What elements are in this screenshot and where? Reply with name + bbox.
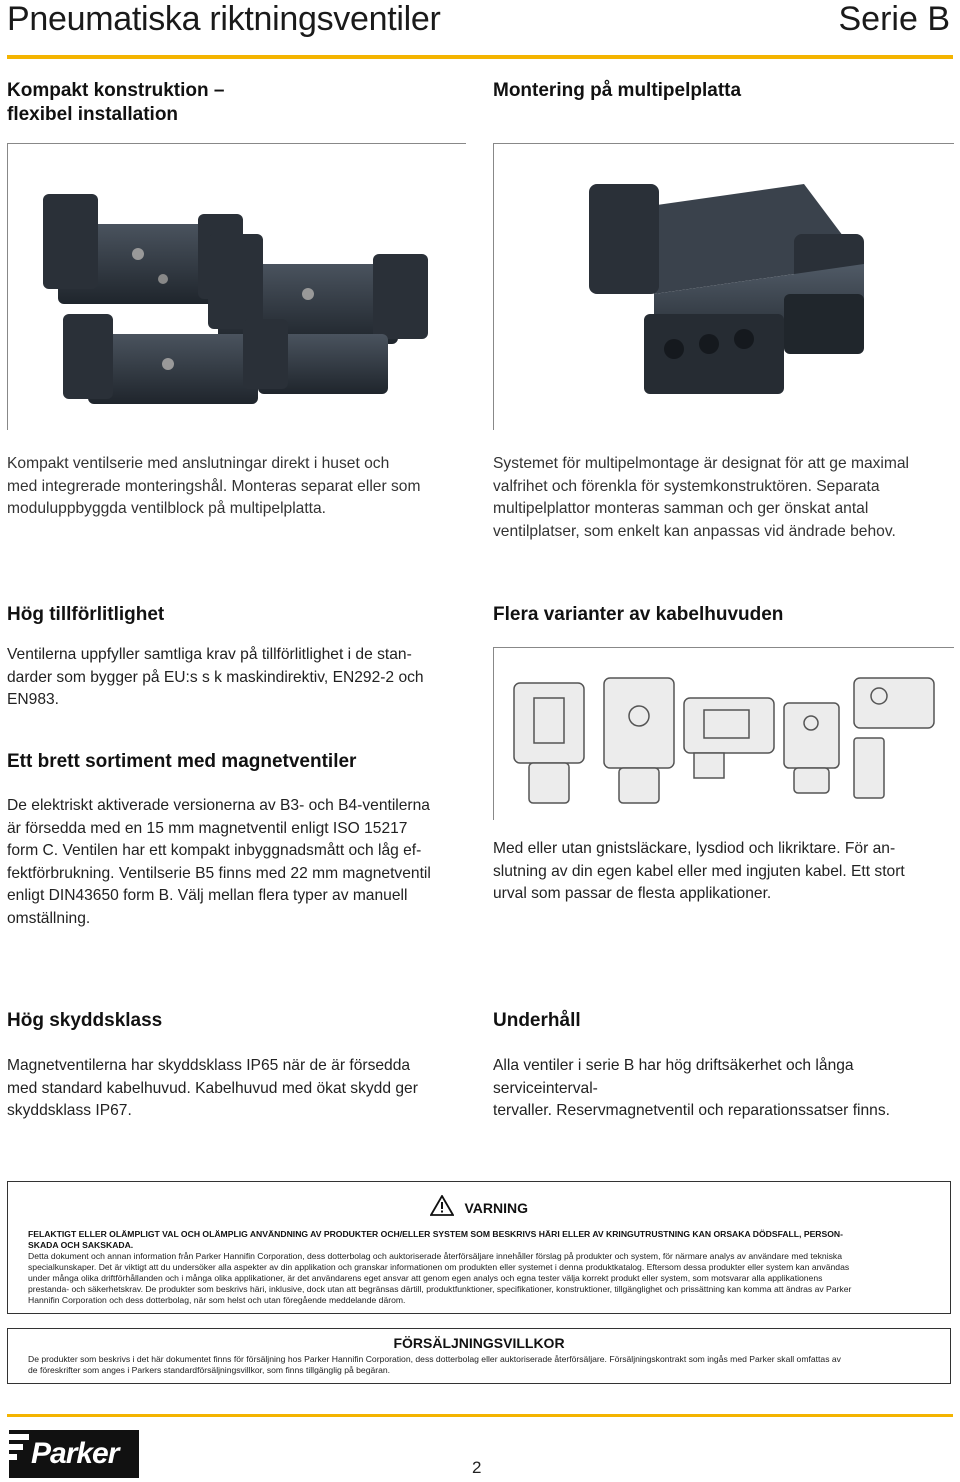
text-protection-class: Magnetventilerna har skyddsklass IP65 när de är försedda med standard kabelhuvud. Kabelhuvud med ökat skydd ger skyddsklass IP67. xyxy=(7,1057,418,1119)
sales-conditions-title: FÖRSÄLJNINGSVILLKOR xyxy=(393,1335,565,1351)
title-rule xyxy=(7,55,953,59)
heading-reliability: Hög tillförlitlighet xyxy=(7,604,165,625)
heading-solenoid-range: Ett brett sortiment med magnetventiler xyxy=(7,751,357,772)
cable-plugs-drawing xyxy=(493,647,954,820)
warning-triangle-icon xyxy=(430,1195,454,1221)
text-solenoid-range: De elektriskt aktiverade versionerna av B3- och B4-ventilerna är försedda med en 15 mm magnetventil enligt ISO 15217 form C. Ventilen har ett kompakt inbyggnadsmått och låg ef- fektförbrukning. Ventilserie B5 finns med 22 mm magnetventil enligt DIN43650 form B. Välj mellan flera typer av manuell omställning. xyxy=(7,797,431,927)
heading-maintenance: Underhåll xyxy=(493,1010,581,1031)
series-label: Serie B xyxy=(838,0,950,38)
parker-logo: Parker xyxy=(9,1430,139,1478)
text-cable-plugs: Med eller utan gnistsläckare, lysdiod och likriktare. För an- slutning av din egen kabel eller med ingjuten kabel. Ett stort urval som passar de flesta applikationer. xyxy=(493,840,905,902)
heading-protection-class: Hög skyddsklass xyxy=(7,1010,163,1031)
sales-conditions-box xyxy=(7,1328,951,1384)
heading-compact-construction: Kompakt konstruktion – flexibel installation xyxy=(7,80,225,125)
heading-cable-plugs: Flera varianter av kabelhuvuden xyxy=(493,604,784,625)
page-number: 2 xyxy=(472,1458,482,1477)
text-reliability: Ventilerna uppfyller samtliga krav på tillförlitlighet i de stan- darder som bygger på EU:s s k maskindirektiv, EN292-2 och EN983. xyxy=(7,646,424,708)
footer-rule xyxy=(7,1414,953,1417)
warning-box xyxy=(7,1181,951,1314)
text-compact-construction: Kompakt ventilserie med anslutningar direkt i huset och med integrerade monteringshål. Monteras separat eller som moduluppbyggda ventilblock på multipelplatta. xyxy=(7,455,421,517)
text-maintenance: Alla ventiler i serie B har hög driftsäkerhet och långa serviceinterval- tervaller. Reservmagnetventil och reparationssatser finns. xyxy=(493,1057,890,1119)
manifold-photo xyxy=(493,143,954,430)
page-title: Pneumatiska riktningsventiler xyxy=(7,0,441,38)
text-manifold-mounting: Systemet för multipelmontage är designat för att ge maximal valfrihet och förenkla för systemkonstruktören. Separata multipelplattor monteras samman och ger önskat antal ventilplatser, som enkelt kan anpassas vid ändrade behov. xyxy=(493,455,910,540)
heading-manifold-mounting: Montering på multipelplatta xyxy=(493,80,742,101)
warning-text: FELAKTIGT ELLER OLÄMPLIGT VAL OCH OLÄMPLIG ANVÄNDNING AV PRODUKTER OCH/ELLER SYSTEM SOM BESKRIVS HÄRI ELLER AV KRINGUTRUSTNING KAN ORSAKA DÖDSFALL, PERSON- SKADA OCH SAKSKADA. Detta dokument och annan information från Parker Hannifin Corporation, dess dotterbolag och auktoriserade återförsäljare innehåller förslag på produkter och system, för närmare analys av användare med tekniska specialkunskaper. Det är viktigt att du undersöker alla aspekter av din applikation och granskar informationen om produkten eller systemet i denna produktkatalog. Eftersom dessa produkter eller system kan användas under många olika driftförhållanden och i många olika applikationer, är det användarens eget ansvar att genom egen analys och egna tester välja korrekt produkt eller system, som motsvarar alla applikationens prestanda- och säkerhetskrav. De produkter som beskrivs häri, inklusive, dock utan att begränsas därtill, produktfunktioner, specifikationer, konstruktioner, tillgänglighet och prissättning kan komma att ändras av Parker Hannifin Corporation och dess dotterbolag, när som helst och utan föregående meddelande därom. xyxy=(28,1229,852,1305)
valve-photo xyxy=(7,143,466,430)
warning-title: VARNING xyxy=(464,1200,528,1216)
sales-conditions-text: De produkter som beskrivs i det här dokumentet finns för försäljning hos Parker Hannifin Corporation, dess dotterbolag eller auktoriserade återförsäljare. Försäljningskontrakt som ingås med Parker skall omfattas av de föreskrifter som anges i Parkers standardförsäljningsvillkor, som finns tillgänglig på begäran. xyxy=(28,1354,841,1375)
